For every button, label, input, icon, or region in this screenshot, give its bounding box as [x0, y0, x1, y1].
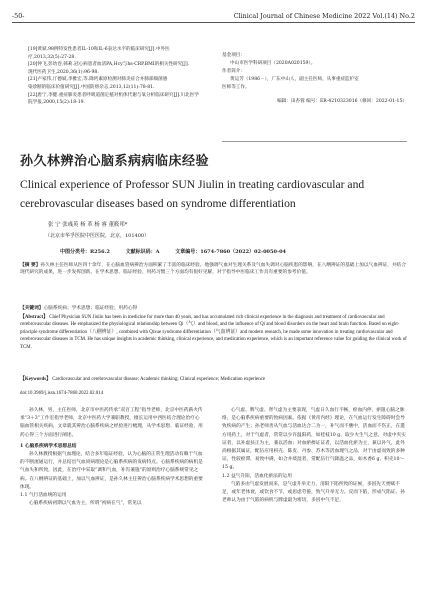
- paragraph: 气陷多由气虚发展而来，是气虚升举无力，清阳下陷所致的证候，多因先天禀赋不足，或年老体衰，或饮食不节，或思虑劳倦，致气升举无力。反而下陷，形成气陷证。孙老师认为由于气陷的病机与脾虚最为密切，多因中气不足，: [222, 481, 405, 504]
- affiliation: （北京市华孚医院中医医院，北京，101400）: [45, 233, 150, 239]
- section-heading: 1 心脑系疾病学术思想总结: [20, 443, 77, 449]
- abstract-chinese: [20, 262, 410, 276]
- title-english: Clinical experience of Professor SUN Jiulin in treating cardiovascular and cerebrovascular diseases based on syndrome differentiation: [20, 178, 365, 210]
- editor-info: 编辑：田杏蓉 编号：ER-4210323016（修回：2022-01-15）: [277, 99, 407, 104]
- doc-code: 文献标识码：A: [125, 249, 160, 255]
- fund-text: 中山市医学科研项目（2020A020159）。: [230, 61, 316, 66]
- body-column-left: [20, 407, 204, 508]
- author-text: 黄运芳（1986－），广东中山人，副主任医师，从事重症监护室: [230, 77, 359, 82]
- abstract-label-en: 【Abstract】: [20, 315, 48, 320]
- doi: doi:10.3969/j.issn.1674-7860.2022.02.014: [20, 391, 104, 396]
- page-header: [12, 10, 415, 23]
- abstract-text-en: Chief Physician SUN Jiulin has been in medicine for more than 40 years, and has accumulated rich clinical experience in the diagnosis and treatment of cardiovascular and cerebrovascular diseases. He emphasized the physiological relationship between Qi（气）and blood, and the influence of Qi and blood disorders on the heart and brain function. Based on eight-principle syndrome differentiation（八纲辨证）, combined with Qixue syndrome differentiation（气血辨证）and modern research, he made some innovation in treating cardiovascular and cerebrovascular diseases in TCM. He has unique insights in academic thinking, clinical experience, and medication experience, which is an important reference value for guiding the clinical work of TCM.: [20, 315, 407, 350]
- divider: [222, 141, 407, 142]
- authors: 张 宁 张彧英 杨 革 杨 睿 董筱邦*: [48, 222, 128, 228]
- abstract-label-zh: 【摘 要】: [20, 263, 41, 268]
- keywords-label-en: 【Keywords】: [20, 377, 51, 382]
- page-number: -50-: [12, 12, 25, 20]
- author-text-cont: 医师等工作。: [222, 85, 250, 90]
- clc-number: 中图分类号：R256.2: [60, 249, 110, 255]
- paragraph: 孙久林，男，主任医师，北京市中医药传承“双百工程”指导老师，北京中医药薪火传承“3＋3”工作室指导老师，北京中医药大学兼职教授，擅长运用中西医结合理论治疗心脑血管相关疾病，文章就其辨治心脑系疾病之经验进行梳理，从学术思想、临证经验、用药心得三个方面进行阐述。: [20, 408, 203, 438]
- title-chinese: 孙久林辨治心脑系病病临床经验: [20, 154, 210, 169]
- keywords-chinese: [20, 305, 410, 311]
- keywords-label-zh: 【关键词】: [20, 306, 44, 311]
- keywords-english: [20, 376, 410, 383]
- subsection-heading: 1.1 气行活血统的运用: [20, 493, 67, 499]
- abstract-text-zh: 孙久林主任医师从医四十余年，在心脑血管病辨治方面积累了丰富的临床经验。他强调气血对生理关系及气血失调对心脑疾患的影响，在八纲辨证的基础上加以气血辨证，并结合现代研究的成果，进一步发挥创新。在学术思想、临证经验、用药习惯三个方面均有很好见解，对于指导中医临床工作具有重要的参考价值。: [20, 263, 407, 276]
- reference-line: [21]卢家伟,汀德斌,李雅宏,等.降钙素原检测对肺炎症合并肺部细菌感: [28, 77, 168, 83]
- reference-line: [20]钟飞,彭幼卷,韩莉.冠心病患者血清PA,Hcy与hs-CRP,BMI的相关性研究[J].: [28, 62, 190, 68]
- paragraph: 心脑系疾病初期以气血为主，所谓“初病在气”，常见以: [29, 501, 142, 507]
- reference-line: 疗,2013,32(5):27-28.: [28, 54, 76, 60]
- article-identifiers: [60, 248, 300, 255]
- body-column-right: [222, 407, 408, 505]
- reference-line: 染诊断的临床价值研究[J].中国防痨杂志,2013,12(11):78-81.: [28, 84, 155, 90]
- reference-line: 院学报,2000,15(2):18-19.: [28, 100, 85, 106]
- author-label: 作者简介：: [222, 69, 245, 74]
- article-number: 文章编号：1674-7860（2022）02-0050-04: [175, 249, 287, 255]
- paragraph: 心气虚、脾气虚、肾气虚为主要表现，气虚日久血行不畅，瘀血内停，瘀阻心脑之脉络，是心脑系疾病重要的致病因素。依据《黄帝内经》理论，在气血运行发生障碍时会导致疾病的产生；孙老师善从气血与活血达合二为一，补气而不壅中，活血而不伤正，在遣方用药上，对于气虚者，常常以少许温阳药，如桂枝10 g、取少火生气之意，对虚中夹实证者，以补虚扶正为主，兼以活血；对血瘀痹证证者，以活血化瘀为主，兼以补气，此外尚根据其属证，配伍应用枳壳、陈皮、丹参、苏木等活血理气之品，对于由虚而致的多种证，性较瘀滞，易致中满，如合并痰湿者，常配伍行气降温之品，如木香6 g、积壳10～15 g。: [222, 408, 406, 471]
- journal-name: Clinical Journal of Chinese Medicine 2022 Vol.(14) No.2: [233, 12, 415, 20]
- subsection-heading: 1.2 益气升阳，活血化瘀法的运用: [222, 473, 292, 479]
- keywords-text-zh: 心脑系疾病；学术思想；临证经验；用药心得: [43, 306, 138, 311]
- reference-line: 现代医药卫生,2020,36(1):96-98.: [28, 69, 99, 75]
- fund-label: 基金项目：: [222, 53, 245, 58]
- paragraph: 孙久林教授根据气血理论，结合多年临证经验，认为心脑的正常生理活动有赖于气血的不断流通运行，并总结出气血同病理论是心脑系疾病的发病特点。心脑系疾病的病机是气血失和所致，因此，在治疗中采取“调和气血，补泻兼施”的原则治疗心脑系统常见之病。在八纲辨证的基础上，加以气血辨证，是孙久林主任辨治心脑系疾病学术思想的重要体现。: [20, 452, 203, 490]
- keywords-text-en: Cardiovascular and cerebrovascular disease; Academic thinking; Clinical experience; Medication experience: [52, 377, 266, 382]
- abstract-english: [20, 314, 410, 351]
- reference-line: [19]黄斌.98例特发性患者IL-10和IL-6表达水平的临床研究[J].中外医: [28, 47, 170, 52]
- reference-list: [28, 46, 208, 107]
- article-meta: [222, 52, 407, 106]
- reference-line: [22]唐宁,李健.重症肺炎患者呼吸道菌定植对机体代谢与氧分析临床研究[J].川北医学: [28, 92, 199, 98]
